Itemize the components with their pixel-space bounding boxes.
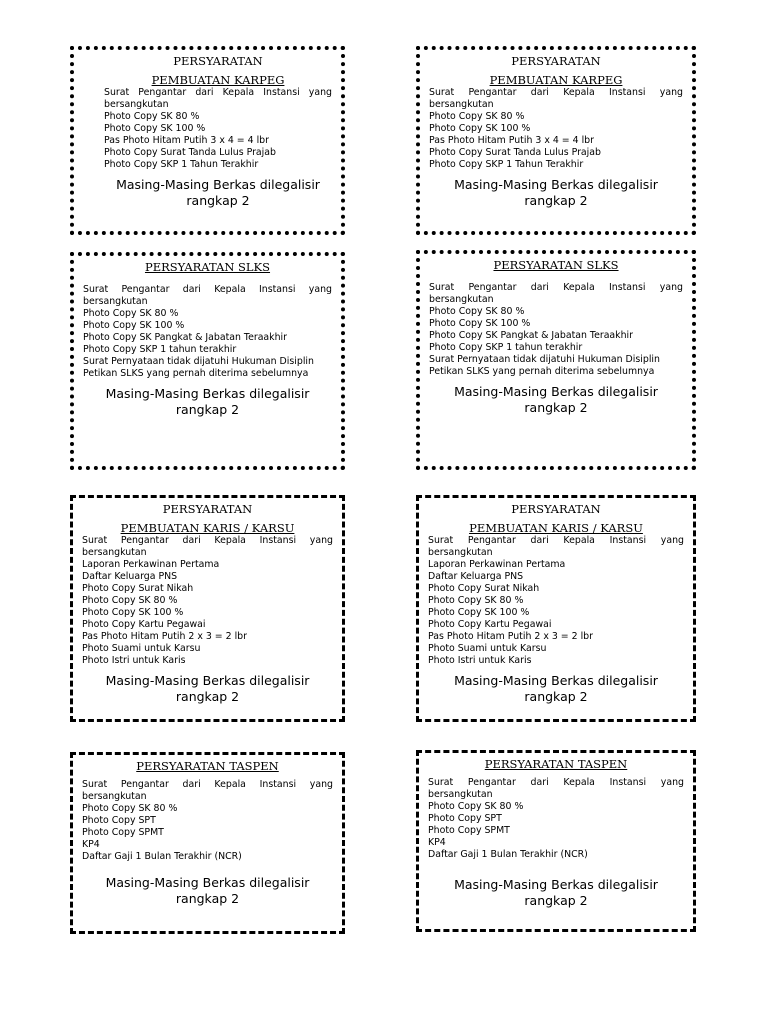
list-item: Photo Copy Kartu Pegawai bbox=[82, 619, 206, 630]
list-item: Photo Copy SK 80 % bbox=[428, 801, 524, 812]
list-item: Surat Pernyataan tidak dijatuhi Hukuman Disiplin bbox=[429, 354, 660, 365]
list-item: bersangkutan bbox=[82, 791, 147, 802]
legalization-note: Masing-Masing Berkas dilegalisir bbox=[454, 384, 658, 399]
requirements-list bbox=[82, 535, 333, 667]
list-item: bersangkutan bbox=[429, 99, 494, 110]
list-item: Photo Copy Surat Nikah bbox=[428, 583, 540, 594]
list-item: Photo Suami untuk Karsu bbox=[82, 643, 201, 654]
requirements-list bbox=[82, 779, 333, 863]
list-item: Surat Pengantar dari Kepala Instansi yang bbox=[428, 535, 684, 546]
requirements-list bbox=[429, 87, 683, 171]
list-item: Pas Photo Hitam Putih 2 x 3 = 2 lbr bbox=[428, 631, 593, 642]
list-item: Photo Copy SPT bbox=[428, 813, 502, 824]
list-item: bersangkutan bbox=[428, 789, 493, 800]
card-slks-right bbox=[416, 250, 696, 470]
requirements-list bbox=[428, 777, 684, 861]
list-item: Photo Copy SK 100 % bbox=[82, 607, 184, 618]
legalization-note-line2: rangkap 2 bbox=[524, 400, 588, 415]
list-item: Daftar Keluarga PNS bbox=[428, 571, 524, 582]
card-title: PERSYARATAN SLKS bbox=[493, 258, 619, 272]
list-item: Photo Copy SK 80 % bbox=[83, 308, 179, 319]
card-title-line1: PERSYARATAN bbox=[511, 54, 601, 68]
card-title-line1: PERSYARATAN bbox=[511, 502, 601, 516]
legalization-note: Masing-Masing Berkas dilegalisir bbox=[116, 177, 320, 192]
legalization-note: Masing-Masing Berkas dilegalisir bbox=[454, 877, 658, 892]
list-item: Photo Copy SKP 1 tahun terakhir bbox=[429, 342, 583, 353]
list-item: Photo Copy SPMT bbox=[428, 825, 510, 836]
list-item: Photo Istri untuk Karis bbox=[82, 655, 186, 666]
list-item: Surat Pengantar dari Kepala Instansi yang bbox=[82, 535, 333, 546]
list-item: bersangkutan bbox=[83, 296, 148, 307]
list-item: Laporan Perkawinan Pertama bbox=[82, 559, 220, 570]
legalization-note-line2: rangkap 2 bbox=[175, 689, 240, 704]
list-item: Daftar Gaji 1 Bulan Terakhir (NCR) bbox=[82, 851, 242, 862]
legalization-note-line2: rangkap 2 bbox=[524, 193, 588, 208]
legalization-note: Masing-Masing Berkas dilegalisir bbox=[454, 673, 658, 688]
list-item: Photo Istri untuk Karis bbox=[428, 655, 532, 666]
list-item: Photo Copy SPMT bbox=[82, 827, 164, 838]
requirements-list bbox=[428, 535, 684, 667]
card-title-line2: PEMBUATAN KARPEG bbox=[151, 73, 285, 87]
card-taspen-right bbox=[416, 750, 696, 932]
list-item: Photo Copy Surat Tanda Lulus Prajab bbox=[104, 147, 276, 158]
list-item: Surat Pengantar dari Kepala Instansi yang bbox=[82, 779, 333, 790]
list-item: Photo Copy SPT bbox=[82, 815, 156, 826]
legalization-note-line2: rangkap 2 bbox=[175, 402, 240, 417]
legalization-note: Masing-Masing Berkas dilegalisir bbox=[105, 673, 310, 688]
list-item: Photo Copy SKP 1 Tahun Terakhir bbox=[104, 159, 259, 170]
list-item: Pas Photo Hitam Putih 3 x 4 = 4 lbr bbox=[429, 135, 594, 146]
list-item: bersangkutan bbox=[104, 99, 169, 110]
card-title-line2: PEMBUATAN KARPEG bbox=[489, 73, 623, 87]
list-item: KP4 bbox=[428, 837, 446, 848]
requirements-list bbox=[83, 284, 332, 380]
list-item: Surat Pengantar dari Kepala Instansi yang bbox=[429, 87, 683, 98]
list-item: bersangkutan bbox=[82, 547, 147, 558]
list-item: Photo Suami untuk Karsu bbox=[428, 643, 547, 654]
list-item: Photo Copy SK 80 % bbox=[82, 803, 178, 814]
list-item: Pas Photo Hitam Putih 3 x 4 = 4 lbr bbox=[104, 135, 269, 146]
legalization-note: Masing-Masing Berkas dilegalisir bbox=[105, 875, 310, 890]
list-item: Photo Copy SKP 1 Tahun Terakhir bbox=[429, 159, 584, 170]
list-item: bersangkutan bbox=[428, 547, 493, 558]
card-title-line1: PERSYARATAN bbox=[173, 54, 263, 68]
legalization-note: Masing-Masing Berkas dilegalisir bbox=[105, 386, 310, 401]
list-item: Photo Copy Surat Nikah bbox=[82, 583, 194, 594]
legalization-note-line2: rangkap 2 bbox=[186, 193, 250, 208]
card-title: PERSYARATAN SLKS bbox=[144, 260, 271, 274]
list-item: Photo Copy SK 80 % bbox=[82, 595, 178, 606]
list-item: Petikan SLKS yang pernah diterima sebelumnya bbox=[83, 368, 309, 379]
list-item: Photo Copy SK 100 % bbox=[428, 607, 530, 618]
list-item: KP4 bbox=[82, 839, 100, 850]
card-title: PERSYARATAN TASPEN bbox=[136, 759, 279, 773]
list-item: Surat Pengantar dari Kepala Instansi yang bbox=[83, 284, 332, 295]
card-title: PERSYARATAN TASPEN bbox=[484, 757, 628, 771]
legalization-note: Masing-Masing Berkas dilegalisir bbox=[454, 177, 658, 192]
list-item: Photo Copy SK 100 % bbox=[429, 123, 531, 134]
list-item: Surat Pengantar dari Kepala Instansi yang bbox=[104, 87, 332, 98]
list-item: Pas Photo Hitam Putih 2 x 3 = 2 lbr bbox=[82, 631, 247, 642]
list-item: bersangkutan bbox=[429, 294, 494, 305]
card-slks-left bbox=[70, 252, 345, 470]
card-karis-left bbox=[70, 495, 345, 722]
card-title-line2: PEMBUATAN KARIS / KARSU bbox=[120, 521, 295, 535]
card-karpeg-right bbox=[416, 46, 696, 235]
list-item: Photo Copy Surat Tanda Lulus Prajab bbox=[429, 147, 601, 158]
list-item: Surat Pernyataan tidak dijatuhi Hukuman Disiplin bbox=[83, 356, 314, 367]
list-item: Surat Pengantar dari Kepala Instansi yang bbox=[428, 777, 684, 788]
legalization-note-line2: rangkap 2 bbox=[524, 689, 588, 704]
list-item: Photo Copy SK 100 % bbox=[104, 123, 206, 134]
card-title-line1: PERSYARATAN bbox=[162, 502, 253, 516]
list-item: Daftar Keluarga PNS bbox=[82, 571, 178, 582]
list-item: Laporan Perkawinan Pertama bbox=[428, 559, 566, 570]
list-item: Photo Copy SK 80 % bbox=[429, 306, 525, 317]
list-item: Photo Copy SK 80 % bbox=[104, 111, 200, 122]
list-item: Daftar Gaji 1 Bulan Terakhir (NCR) bbox=[428, 849, 588, 860]
requirements-list bbox=[429, 282, 683, 378]
list-item: Photo Copy Kartu Pegawai bbox=[428, 619, 552, 630]
requirements-list bbox=[104, 87, 332, 171]
list-item: Photo Copy SK 80 % bbox=[428, 595, 524, 606]
legalization-note-line2: rangkap 2 bbox=[524, 893, 588, 908]
card-title-line2: PEMBUATAN KARIS / KARSU bbox=[469, 521, 643, 535]
list-item: Photo Copy SK 100 % bbox=[429, 318, 531, 329]
list-item: Surat Pengantar dari Kepala Instansi yang bbox=[429, 282, 683, 293]
list-item: Petikan SLKS yang pernah diterima sebelumnya bbox=[429, 366, 655, 377]
list-item: Photo Copy SK 80 % bbox=[429, 111, 525, 122]
list-item: Photo Copy SK Pangkat & Jabatan Teraakhir bbox=[429, 330, 634, 341]
card-taspen-left bbox=[70, 752, 345, 934]
card-karis-right bbox=[416, 495, 696, 722]
list-item: Photo Copy SK Pangkat & Jabatan Teraakhir bbox=[83, 332, 288, 343]
list-item: Photo Copy SKP 1 tahun terakhir bbox=[83, 344, 237, 355]
legalization-note-line2: rangkap 2 bbox=[175, 891, 240, 906]
list-item: Photo Copy SK 100 % bbox=[83, 320, 185, 331]
card-karpeg-left bbox=[70, 46, 345, 235]
